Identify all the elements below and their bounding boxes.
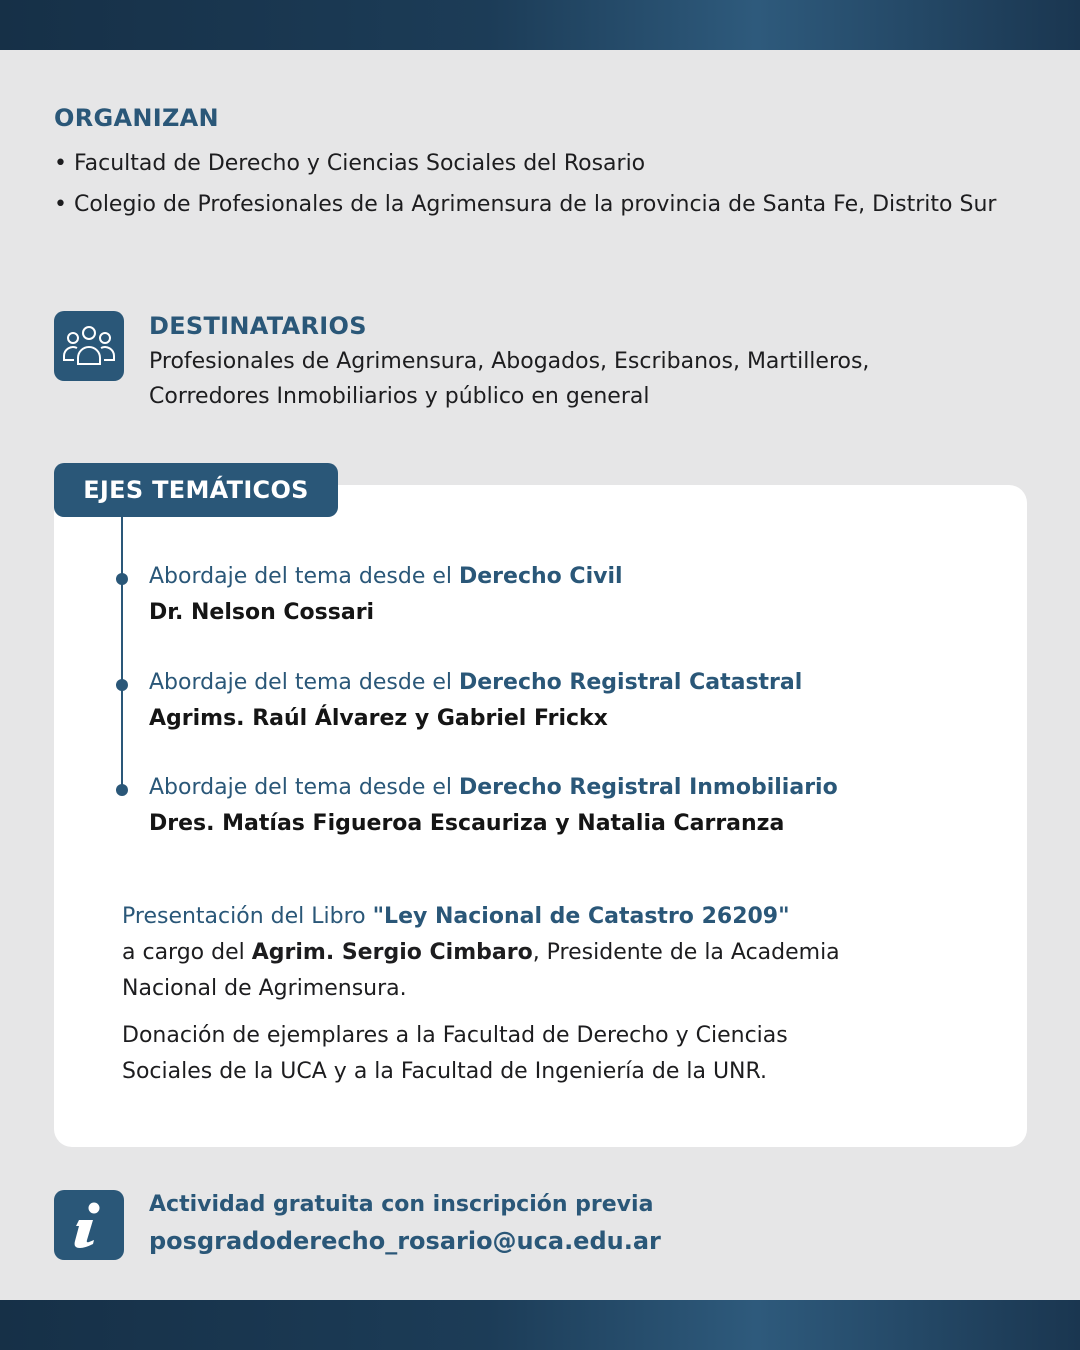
eje-topic-name: Derecho Civil: [459, 564, 623, 589]
book-title-line: Presentación del Libro "Ley Nacional de Catastro 26209": [122, 904, 790, 929]
free-activity-text: Actividad gratuita con inscripción previa: [149, 1192, 654, 1217]
book-presentation: [122, 899, 1002, 1007]
destinatarios-line: Corredores Inmobiliarios y público en general: [149, 384, 650, 409]
destinatarios-text: [149, 344, 1029, 414]
book-author-line-2: Nacional de Agrimensura.: [122, 976, 407, 1001]
donation-text: [122, 1018, 1002, 1090]
eje-speaker: Agrims. Raúl Álvarez y Gabriel Frickx: [149, 706, 608, 731]
donation-line: Sociales de la UCA y a la Facultad de Ingeniería de la UNR.: [122, 1059, 767, 1084]
bottom-band: [0, 1300, 1080, 1350]
eje-item: [149, 665, 1009, 737]
timeline-dot: [116, 784, 128, 796]
top-band: [0, 0, 1080, 50]
eje-topic: Abordaje del tema desde el Derecho Civil: [149, 564, 623, 589]
eje-topic-name: Derecho Registral Inmobiliario: [459, 775, 838, 800]
organizer-item: • Colegio de Profesionales de la Agrimensura de la provincia de Santa Fe, Distrito Sur: [54, 187, 1014, 222]
organizan-heading: ORGANIZAN: [54, 104, 219, 132]
timeline-dot: [116, 573, 128, 585]
destinatarios-line: Profesionales de Agrimensura, Abogados, Escribanos, Martilleros,: [149, 349, 870, 374]
info-icon: [54, 1190, 124, 1260]
book-author: Agrim. Sergio Cimbaro: [251, 940, 533, 965]
donation-line: Donación de ejemplares a la Facultad de Derecho y Ciencias: [122, 1023, 788, 1048]
timeline-line: [121, 517, 123, 791]
eje-item: [149, 770, 1009, 842]
timeline-dot: [116, 679, 128, 691]
book-title: "Ley Nacional de Catastro 26209": [372, 904, 790, 929]
organizers-list: [54, 146, 1014, 228]
people-group-icon: [54, 311, 124, 381]
eje-topic: Abordaje del tema desde el Derecho Registral Catastral: [149, 670, 803, 695]
ejes-tab-label: EJES TEMÁTICOS: [54, 463, 338, 517]
eje-topic: Abordaje del tema desde el Derecho Registral Inmobiliario: [149, 775, 838, 800]
destinatarios-heading: DESTINATARIOS: [149, 312, 367, 340]
eje-item: [149, 559, 1009, 631]
book-author-line: a cargo del Agrim. Sergio Cimbaro, Presidente de la Academia: [122, 940, 840, 965]
eje-topic-name: Derecho Registral Catastral: [459, 670, 803, 695]
eje-speaker: Dr. Nelson Cossari: [149, 600, 375, 625]
eje-speaker: Dres. Matías Figueroa Escauriza y Natalia Carranza: [149, 811, 785, 836]
organizer-item: • Facultad de Derecho y Ciencias Sociales del Rosario: [54, 146, 1014, 181]
contact-email[interactable]: posgradoderecho_rosario@uca.edu.ar: [149, 1227, 661, 1255]
